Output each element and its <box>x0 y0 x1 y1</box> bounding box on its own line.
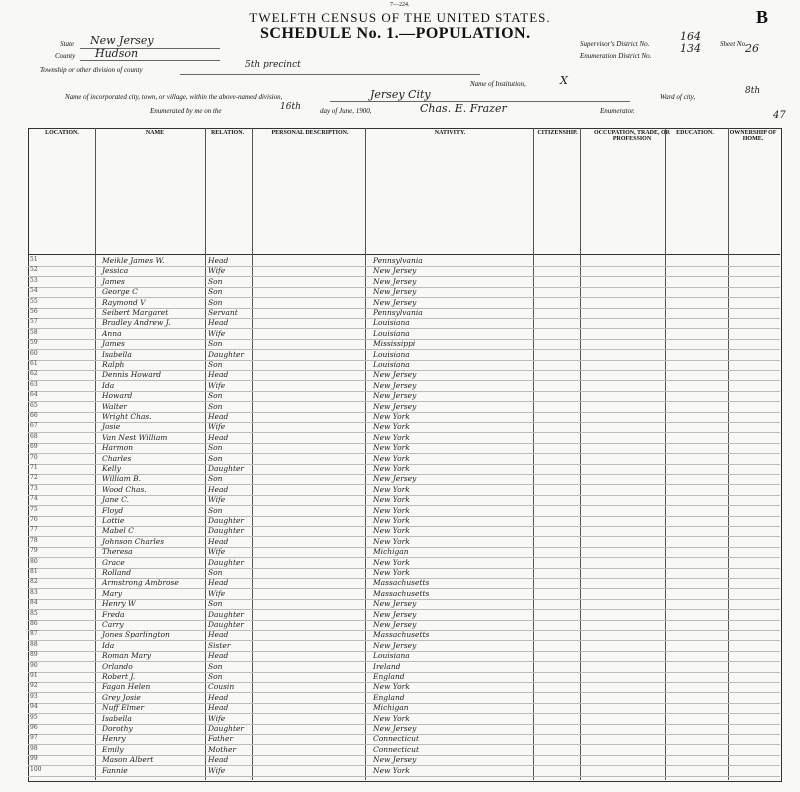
relation: Son <box>208 276 223 286</box>
birthplace: Ireland <box>373 661 401 671</box>
relation: Wife <box>208 765 226 775</box>
person-name: Jones Sparlington <box>102 630 170 640</box>
row-number: 53 <box>30 276 38 284</box>
person-name: Henry W <box>102 599 136 609</box>
table-row <box>28 526 780 537</box>
relation: Son <box>208 391 223 401</box>
table-row <box>28 422 780 433</box>
birthplace: Louisiana <box>373 651 410 661</box>
birthplace: New Jersey <box>373 724 417 733</box>
relation: Head <box>208 484 229 494</box>
person-name: Josie <box>102 422 121 432</box>
person-name: Howard <box>102 391 133 401</box>
birthplace: New York <box>373 682 410 692</box>
table-row <box>28 578 780 589</box>
row-number: 79 <box>30 547 38 555</box>
relation: Son <box>208 599 223 609</box>
person-name: Rolland <box>102 568 132 577</box>
birthplace: New York <box>373 495 410 505</box>
col-nativity: NATIVITY. <box>434 130 466 136</box>
table-row <box>28 350 780 361</box>
birthplace: New York <box>373 557 410 567</box>
relation: Son <box>208 443 223 453</box>
person-name: Raymond V <box>102 297 146 307</box>
person-name: Isabella <box>102 349 132 359</box>
birthplace: Louisiana <box>373 328 410 338</box>
birthplace: New Jersey <box>373 380 417 390</box>
birthplace: New Jersey <box>373 391 417 401</box>
table-row <box>28 568 780 579</box>
birthplace: Louisiana <box>373 318 410 328</box>
relation: Mother <box>208 744 237 754</box>
row-number: 98 <box>30 744 38 752</box>
row-number: 87 <box>30 630 38 638</box>
row-number: 85 <box>30 609 38 617</box>
person-name: Wright Chas. <box>102 412 152 421</box>
relation: Wife <box>208 495 226 505</box>
table-row <box>28 610 780 621</box>
person-name: Harmon <box>102 443 134 453</box>
row-number: 74 <box>30 495 38 503</box>
relation: Head <box>208 256 229 265</box>
row-number: 76 <box>30 516 38 523</box>
birthplace: New York <box>373 713 410 723</box>
col-location: LOCATION. <box>45 130 79 136</box>
row-number: 65 <box>30 401 38 409</box>
person-name: Johnson Charles <box>102 536 165 546</box>
table-header <box>28 128 780 255</box>
relation: Wife <box>208 380 226 390</box>
row-number: 51 <box>30 256 38 263</box>
table-row <box>28 547 780 558</box>
person-name: Van Nest William <box>102 432 168 442</box>
table-row <box>28 433 780 444</box>
person-name: Mary <box>102 588 122 598</box>
person-name: Theresa <box>102 547 133 557</box>
relation: Son <box>208 661 223 671</box>
birthplace: Mississippi <box>373 339 416 349</box>
table-row <box>28 339 780 350</box>
row-number: 56 <box>30 308 38 315</box>
person-name: Grace <box>102 557 125 567</box>
relation: Cousin <box>208 682 235 692</box>
relation: Wife <box>208 547 226 557</box>
table-row <box>28 443 780 454</box>
col-occupation: OCCUPATION, TRADE, OR PROFESSION <box>593 130 670 142</box>
institution-label: Name of Institution, <box>470 80 526 88</box>
person-name: Mason Albert <box>102 755 154 765</box>
enumerator-label: Enumerator. <box>600 107 635 115</box>
row-number: 90 <box>30 661 38 669</box>
birthplace: Connecticut <box>373 744 420 754</box>
table-row <box>28 298 780 309</box>
relation: Son <box>208 453 223 463</box>
row-number: 86 <box>30 620 38 627</box>
birthplace: Michigan <box>373 703 409 713</box>
person-name: Fagan Helen <box>102 682 151 692</box>
township-label: Township or other division of county <box>40 66 143 74</box>
person-name: Isabella <box>102 713 132 723</box>
relation: Son <box>208 474 223 484</box>
person-name: Ralph <box>102 360 125 369</box>
row-number: 62 <box>30 370 38 378</box>
table-row <box>28 485 780 496</box>
person-name: Lottie <box>102 516 125 525</box>
person-name: Grey Josie <box>102 692 141 702</box>
birthplace: New York <box>373 516 410 525</box>
row-number: 70 <box>30 453 38 461</box>
table-row <box>28 641 780 652</box>
row-number: 52 <box>30 266 38 274</box>
row-number: 60 <box>30 349 38 357</box>
row-number: 91 <box>30 672 38 679</box>
table-row <box>28 662 780 673</box>
table-row <box>28 318 780 329</box>
table-row <box>28 360 780 371</box>
birthplace: New Jersey <box>373 266 417 276</box>
person-name: Dorothy <box>102 724 133 733</box>
relation: Head <box>208 412 229 421</box>
table-row <box>28 589 780 600</box>
relation: Servant <box>208 308 238 317</box>
birthplace: New Jersey <box>373 599 417 609</box>
table-row <box>28 402 780 413</box>
table-row <box>28 266 780 277</box>
table-row <box>28 506 780 517</box>
col-education: EDUCATION. <box>676 130 714 136</box>
birthplace: Louisiana <box>373 360 410 369</box>
table-row <box>28 724 780 735</box>
table-row <box>28 329 780 340</box>
birthplace: New York <box>373 568 410 577</box>
birthplace: New York <box>373 536 410 546</box>
row-number: 93 <box>30 692 38 700</box>
row-number: 80 <box>30 557 38 565</box>
table-row <box>28 745 780 756</box>
birthplace: New Jersey <box>373 474 417 484</box>
relation: Sister <box>208 640 231 650</box>
sheet-letter: B <box>755 7 768 27</box>
table-row <box>28 703 780 714</box>
person-name: Roman Mary <box>102 651 151 661</box>
row-number: 69 <box>30 443 38 451</box>
birthplace: New Jersey <box>373 755 417 765</box>
col-personal: PERSONAL DESCRIPTION. <box>271 130 349 136</box>
table-row <box>28 256 780 267</box>
person-name: Ida <box>102 380 115 390</box>
relation: Head <box>208 432 229 442</box>
person-name: Carry <box>102 620 124 629</box>
person-name: Kelly <box>102 464 121 473</box>
person-name: Anna <box>102 328 122 338</box>
row-number: 67 <box>30 422 38 430</box>
row-number: 63 <box>30 380 38 388</box>
birthplace: New York <box>373 505 410 515</box>
birthplace: New Jersey <box>373 370 417 380</box>
table-row <box>28 308 780 319</box>
table-row <box>28 599 780 610</box>
table-row <box>28 693 780 704</box>
row-number: 54 <box>30 287 38 295</box>
supervisor-value: 164 <box>680 30 701 43</box>
relation: Head <box>208 370 229 380</box>
col-citizenship: CITIZENSHIP. <box>537 130 578 136</box>
row-number: 72 <box>30 474 38 482</box>
ward-value: 8th <box>745 86 761 96</box>
person-name: Dennis Howard <box>102 370 162 380</box>
birthplace: Connecticut <box>373 734 420 744</box>
row-number: 57 <box>30 318 38 326</box>
relation: Son <box>208 505 223 515</box>
relation: Head <box>208 651 229 661</box>
row-number: 97 <box>30 734 38 742</box>
table-row <box>28 630 780 641</box>
birthplace: New Jersey <box>373 401 417 411</box>
row-number: 73 <box>30 484 38 492</box>
table-row <box>28 391 780 402</box>
birthplace: New Jersey <box>373 287 417 297</box>
relation: Son <box>208 339 223 349</box>
relation: Head <box>208 692 229 702</box>
col-name: NAME <box>145 130 165 136</box>
enumeration-value: 134 <box>680 42 701 55</box>
state-label: State <box>60 40 74 48</box>
row-number: 88 <box>30 640 38 648</box>
col-relation: RELATION. <box>210 130 245 136</box>
person-name: James <box>102 276 125 286</box>
row-number: 82 <box>30 578 38 586</box>
birthplace: New York <box>373 453 410 463</box>
table-row <box>28 381 780 392</box>
row-number: 96 <box>30 724 38 731</box>
table-row <box>28 755 780 766</box>
relation: Daughter <box>208 526 244 536</box>
row-number: 55 <box>30 297 38 305</box>
person-name: Nuff Elmer <box>102 703 145 713</box>
city-value: Jersey City <box>370 88 431 101</box>
relation: Daughter <box>208 609 244 619</box>
relation: Father <box>208 734 234 744</box>
birthplace: Pennsylvania <box>373 256 423 265</box>
person-name: Seibert Margaret <box>102 308 169 317</box>
relation: Wife <box>208 328 226 338</box>
table-row <box>28 277 780 288</box>
birthplace: New York <box>373 526 410 536</box>
township-value: 5th precinct <box>245 60 301 70</box>
person-name: William B. <box>102 474 142 484</box>
table-row <box>28 714 780 725</box>
row-number: 64 <box>30 391 38 399</box>
row-number: 71 <box>30 464 38 471</box>
relation: Daughter <box>208 516 244 525</box>
table-row <box>28 620 780 631</box>
relation: Wife <box>208 422 226 432</box>
person-name: Henry <box>102 734 126 744</box>
row-number: 83 <box>30 588 38 596</box>
relation: Wife <box>208 588 226 598</box>
col-ownership: OWNERSHIP OF HOME. <box>729 130 777 142</box>
schedule-title: SCHEDULE No. 1.—POPULATION. <box>260 25 531 42</box>
form-number: 7—224. <box>390 2 410 8</box>
day-of-label: day of June, 1900, <box>320 107 372 115</box>
birthplace: England <box>373 692 405 702</box>
relation: Head <box>208 578 229 588</box>
person-name: Armstrong Ambrose <box>102 578 179 588</box>
person-name: Floyd <box>102 505 124 515</box>
state-value: New Jersey <box>90 34 154 47</box>
relation: Son <box>208 360 223 369</box>
relation: Head <box>208 318 229 328</box>
row-number: 61 <box>30 360 38 367</box>
birthplace: New York <box>373 464 410 473</box>
sheet-label: Sheet No. <box>720 40 747 48</box>
row-number: 68 <box>30 432 38 440</box>
sheet-value: 26 <box>745 42 759 55</box>
relation: Wife <box>208 266 226 276</box>
table-row <box>28 682 780 693</box>
table-row <box>28 734 780 745</box>
relation: Head <box>208 630 229 640</box>
row-number: 92 <box>30 682 38 690</box>
birthplace: New Jersey <box>373 609 417 619</box>
person-name: Walter <box>102 401 127 411</box>
table-row <box>28 370 780 381</box>
person-name: James <box>102 339 125 349</box>
person-name: Meikle James W. <box>102 256 165 265</box>
relation: Head <box>208 755 229 765</box>
person-name: Jane C. <box>102 495 129 505</box>
enumeration-label: Enumeration District No. <box>580 52 652 60</box>
table-row <box>28 651 780 662</box>
birthplace: Michigan <box>373 547 409 557</box>
birthplace: Pennsylvania <box>373 308 423 317</box>
row-number: 75 <box>30 505 38 513</box>
row-number: 94 <box>30 703 38 711</box>
ward-label: Ward of city, <box>660 93 696 101</box>
birthplace: Massachusetts <box>373 630 430 640</box>
table-row <box>28 537 780 548</box>
institution-value: X <box>560 74 568 87</box>
table-row <box>28 558 780 569</box>
table-row <box>28 454 780 465</box>
relation: Daughter <box>208 724 244 733</box>
relation: Son <box>208 287 223 297</box>
row-number: 99 <box>30 755 38 763</box>
row-number: 89 <box>30 651 38 659</box>
row-number: 58 <box>30 328 38 336</box>
table-row <box>28 516 780 527</box>
relation: Head <box>208 536 229 546</box>
birthplace: New York <box>373 484 410 494</box>
relation: Daughter <box>208 349 244 359</box>
relation: Son <box>208 672 223 681</box>
incorporated-label: Name of incorporated city, town, or village, within the above-named division, <box>65 93 283 101</box>
birthplace: New York <box>373 412 410 421</box>
relation: Son <box>208 568 223 577</box>
person-name: Fannie <box>102 765 128 775</box>
birthplace: England <box>373 672 405 681</box>
person-name: Emily <box>102 744 124 754</box>
person-name: Orlando <box>102 661 133 671</box>
row-number: 81 <box>30 568 38 575</box>
relation: Son <box>208 401 223 411</box>
census-title: TWELFTH CENSUS OF THE UNITED STATES. <box>249 10 551 25</box>
enumerated-label: Enumerated by me on the <box>150 107 222 115</box>
birthplace: New Jersey <box>373 276 417 286</box>
birthplace: New Jersey <box>373 640 417 650</box>
row-number: 95 <box>30 713 38 721</box>
table-row <box>28 287 780 298</box>
row-number: 77 <box>30 526 38 534</box>
person-name: Ida <box>102 640 115 650</box>
supervisor-label: Supervisor's District No. <box>580 40 650 48</box>
person-name: Bradley Andrew J. <box>102 318 171 328</box>
relation: Daughter <box>208 464 244 473</box>
person-name: Freda <box>102 609 125 619</box>
birthplace: New York <box>373 422 410 432</box>
birthplace: Massachusetts <box>373 588 430 598</box>
person-name: Charles <box>102 453 132 463</box>
row-number: 78 <box>30 536 38 544</box>
table-row <box>28 672 780 683</box>
table-row <box>28 464 780 475</box>
table-row <box>28 495 780 506</box>
birthplace: New Jersey <box>373 620 417 629</box>
county-value: Hudson <box>95 47 139 60</box>
row-number: 66 <box>30 412 38 419</box>
birthplace: New York <box>373 765 410 775</box>
birthplace: New Jersey <box>373 297 417 307</box>
birthplace: New York <box>373 443 410 453</box>
birthplace: Massachusetts <box>373 578 430 588</box>
person-name: Wood Chas. <box>102 484 147 494</box>
county-label: County <box>55 52 76 60</box>
row-number: 59 <box>30 339 38 347</box>
table-row <box>28 766 780 777</box>
relation: Head <box>208 703 229 713</box>
relation: Daughter <box>208 557 244 567</box>
birthplace: New York <box>373 432 410 442</box>
day-value: 16th <box>280 102 301 112</box>
person-name: Jessica <box>102 266 129 276</box>
person-name: Robert J. <box>102 672 136 681</box>
relation: Daughter <box>208 620 244 629</box>
relation: Son <box>208 297 223 307</box>
table-row <box>28 474 780 485</box>
table-row <box>28 412 780 423</box>
person-name: Mabel C <box>102 526 134 536</box>
relation: Wife <box>208 713 226 723</box>
enumerator-name: Chas. E. Frazer <box>420 102 507 115</box>
row-number: 100 <box>30 765 42 773</box>
person-name: George C <box>102 287 138 297</box>
birthplace: Louisiana <box>373 349 410 359</box>
row-number: 84 <box>30 599 38 607</box>
page-stamp: 47 <box>773 110 786 121</box>
